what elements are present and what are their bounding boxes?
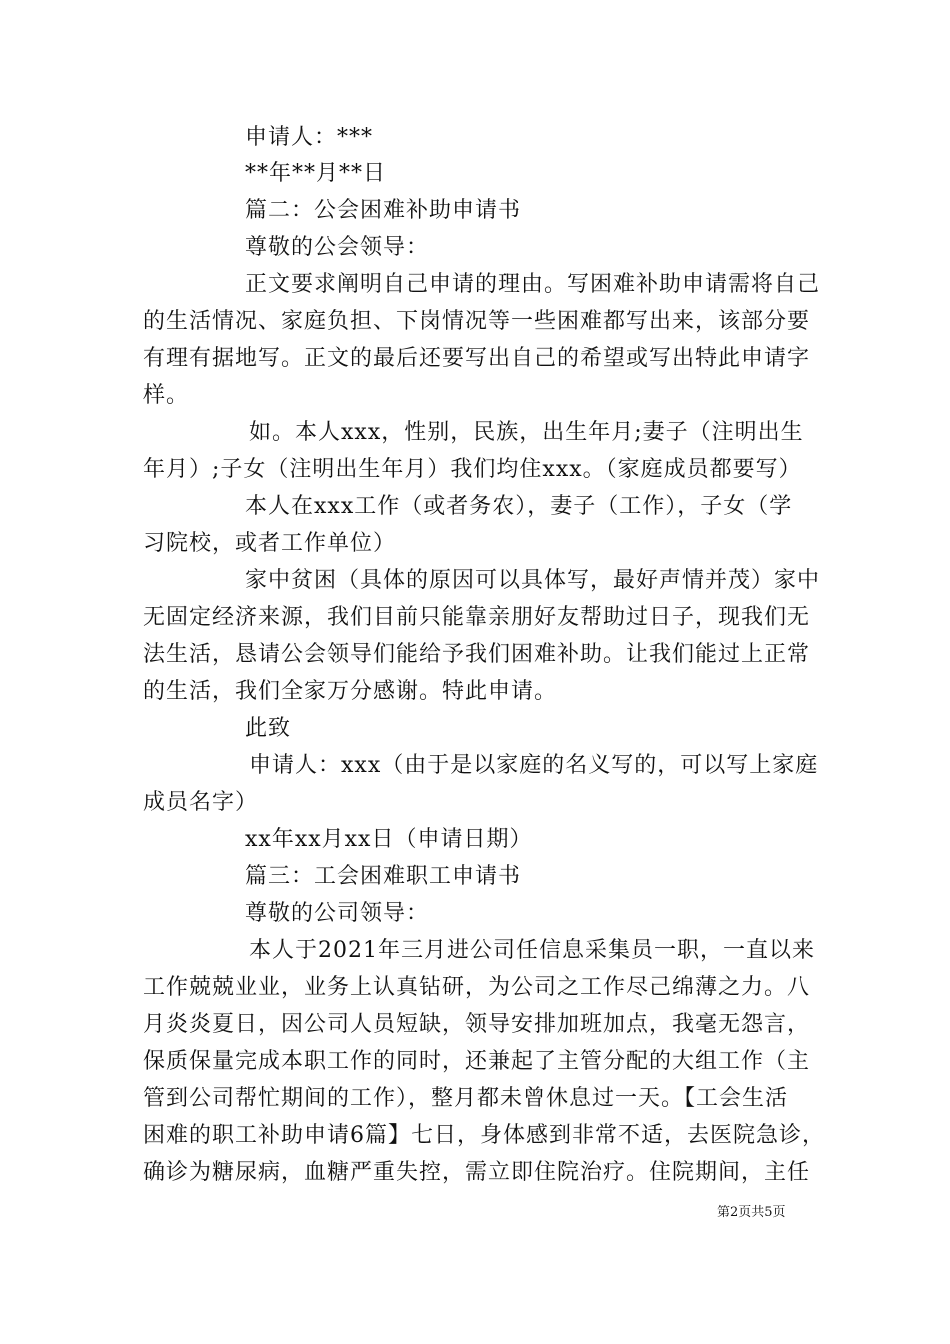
paragraph-line: 确诊为糖尿病，血糖严重失控，需立即住院治疗。住院期间，主任 [143, 1160, 811, 1185]
paragraph-line: 本人在xxx工作（或者务农），妻子（工作），子女（学 [245, 494, 793, 519]
paragraph-line: 本人于2021年三月进公司任信息采集员一职，一直以来 [249, 938, 815, 963]
paragraph-line: 家中贫困（具体的原因可以具体写，最好声情并茂）家中 [245, 568, 821, 593]
paragraph-line: 的生活，我们全家万分感谢。特此申请。 [143, 679, 558, 704]
closing-line: 此致 [245, 716, 292, 741]
salutation: 尊敬的公会领导： [245, 235, 430, 260]
date-line: **年**月**日 [245, 161, 387, 186]
section-heading: 篇三：工会困难职工申请书 [245, 864, 522, 889]
paragraph-line: 困难的职工补助申请6篇】七日，身体感到非常不适，去医院急诊， [143, 1123, 825, 1148]
paragraph-line: 法生活，恳请公会领导们能给予我们困难补助。让我们能过上正常 [143, 642, 811, 667]
paragraph-line: 正文要求阐明自己申请的理由。写困难补助申请需将自己 [245, 272, 821, 297]
applicant-line: 申请人：*** [245, 125, 374, 150]
paragraph-line: 如。本人xxx，性别，民族，出生年月;妻子（注明出生 [249, 420, 804, 445]
paragraph-line: 保质保量完成本职工作的同时，还兼起了主管分配的大组工作（主 [143, 1049, 811, 1074]
paragraph-line: 管到公司帮忙期间的工作），整月都未曾休息过一天。【工会生活 [143, 1086, 789, 1111]
paragraph-line: 月炎炎夏日，因公司人员短缺，领导安排加班加点，我毫无怨言， [143, 1012, 811, 1037]
paragraph-line: 无固定经济来源，我们目前只能靠亲朋好友帮助过日子，现我们无 [143, 605, 811, 630]
paragraph-line: 年月）;子女（注明出生年月）我们均住xxx。（家庭成员都要写） [143, 457, 802, 482]
applicant-line: 申请人：xxx（由于是以家庭的名义写的，可以写上家庭 [249, 753, 819, 778]
paragraph-line: 的生活情况、家庭负担、下岗情况等一些困难都写出来，该部分要 [143, 309, 811, 334]
paragraph-line: 习院校，或者工作单位） [143, 531, 397, 556]
section-heading: 篇二：公会困难补助申请书 [245, 198, 522, 223]
salutation: 尊敬的公司领导： [245, 901, 430, 926]
paragraph-line: 成员名字） [143, 790, 259, 815]
paragraph-line: 样。 [143, 383, 190, 408]
page-number: 第2页共5页 [717, 1205, 786, 1220]
date-line: xx年xx月xx日（申请日期） [245, 827, 533, 852]
paragraph-line: 工作兢兢业业，业务上认真钻研，为公司之工作尽己绵薄之力。八 [143, 975, 811, 1000]
paragraph-line: 有理有据地写。正文的最后还要写出自己的希望或写出特此申请字 [143, 346, 811, 371]
